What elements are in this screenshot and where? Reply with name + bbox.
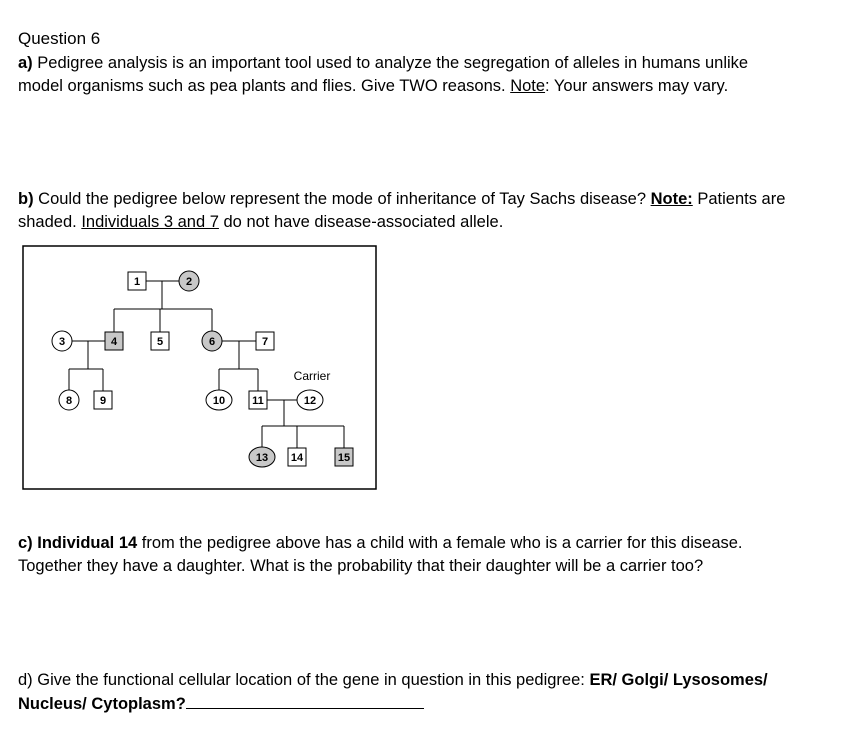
individual-label: 4 — [110, 336, 118, 348]
individual-9 — [94, 391, 112, 409]
carrier-label: Carrier — [293, 369, 331, 383]
part-a-text-1: Pedigree analysis is an important tool used to analyze the segregation of alleles in humans unlike — [32, 54, 749, 72]
individual-8 — [59, 390, 79, 410]
individual-1 — [128, 272, 146, 290]
part-a-line-1 — [18, 52, 748, 74]
individual-4 — [105, 332, 123, 350]
part-b-line-1 — [18, 188, 785, 210]
individual-label: 1 — [133, 276, 141, 288]
part-d-text-1: d) Give the functional cellular location of the gene in question in this pedigree: — [18, 671, 590, 689]
part-d-line-2 — [18, 692, 424, 715]
individual-13 — [249, 447, 275, 467]
pedigree-lines — [69, 281, 344, 448]
part-a-text-2: model organisms such as pea plants and flies. Give TWO reasons. — [18, 77, 511, 95]
pedigree-frame — [23, 246, 376, 489]
individual-label: 9 — [99, 395, 107, 407]
individual-11 — [249, 391, 267, 409]
individual-5 — [151, 332, 169, 350]
individual-3 — [52, 331, 72, 351]
part-b-text-3: shaded. — [18, 213, 82, 231]
individual-2 — [179, 271, 199, 291]
individual-label: 3 — [58, 336, 66, 348]
individual-label: 13 — [255, 452, 269, 464]
part-a-text-3: : Your answers may vary. — [545, 77, 729, 95]
individual-label: 15 — [337, 452, 351, 464]
part-c-line-1 — [18, 532, 743, 554]
individual-label: 7 — [261, 336, 269, 348]
pedigree-diagram — [22, 245, 378, 491]
individual-label: 12 — [303, 395, 317, 407]
individual-12 — [297, 390, 323, 410]
part-b-text-4: do not have disease-associated allele. — [218, 213, 504, 231]
individual-10 — [206, 390, 232, 410]
part-a-line-2 — [18, 75, 728, 97]
part-d-options-1: ER/ Golgi/ Lysosomes/ — [589, 671, 768, 689]
part-b-text-1: Could the pedigree below represent the mode of inheritance of Tay Sachs disease? — [33, 190, 651, 208]
individual-label: 8 — [65, 395, 73, 407]
individual-14 — [288, 448, 306, 466]
part-a-note: Note — [510, 77, 546, 95]
part-a-label: a) — [18, 54, 33, 72]
individual-label: 2 — [185, 276, 193, 288]
individual-label: 11 — [252, 395, 264, 407]
part-b-note: Note: — [650, 190, 693, 208]
question-title: Question 6 — [18, 29, 101, 48]
individual-label: 10 — [212, 395, 226, 407]
individual-label: 5 — [156, 336, 164, 348]
part-b-line-2 — [18, 211, 503, 233]
part-b-label: b) — [18, 190, 34, 208]
individual-6 — [202, 331, 222, 351]
part-c-line-2: Together they have a daughter. What is the probability that their daughter will be a carrier too? — [18, 557, 704, 575]
individual-label: 6 — [208, 336, 216, 348]
part-b-text-2: Patients are — [692, 190, 786, 208]
part-c-text-1: from the pedigree above has a child with a female who is a carrier for this disease. — [137, 534, 743, 552]
part-d-line-1 — [18, 669, 768, 691]
individual-15 — [335, 448, 353, 466]
part-d-options-2: Nucleus/ Cytoplasm? — [18, 695, 186, 713]
part-b-individuals: Individuals 3 and 7 — [81, 213, 219, 231]
individual-7 — [256, 332, 274, 350]
individual-label: 14 — [290, 452, 304, 464]
answer-blank[interactable] — [186, 692, 424, 709]
part-c-label: c) Individual 14 — [18, 534, 138, 552]
